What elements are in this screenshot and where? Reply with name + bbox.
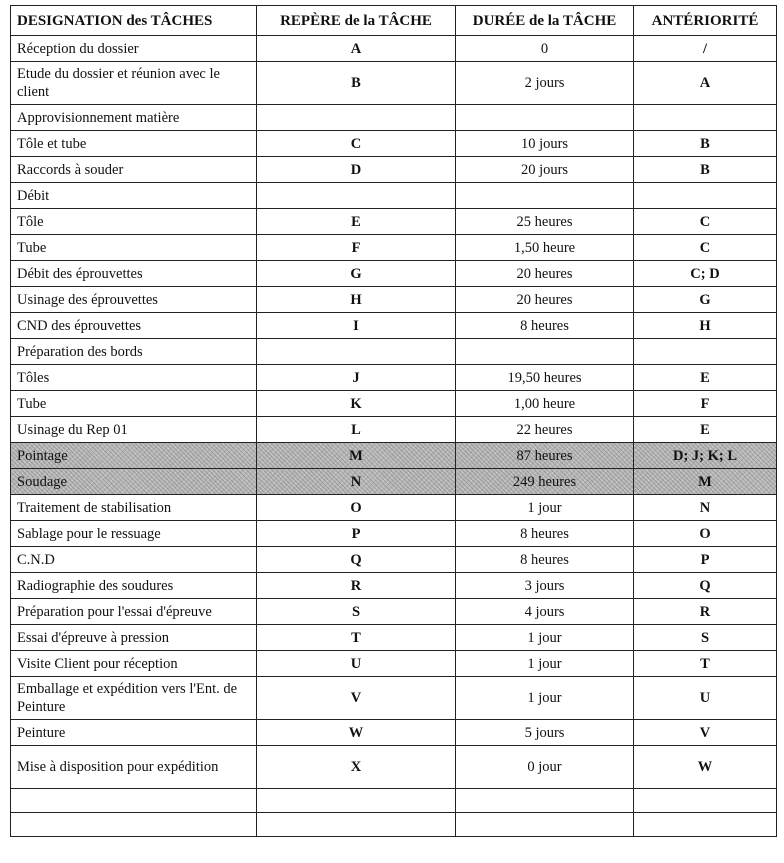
cell-repere xyxy=(257,339,456,365)
cell-duree: 249 heures xyxy=(456,469,634,495)
cell-duree: 2 jours xyxy=(456,62,634,105)
cell-designation xyxy=(11,813,257,837)
table-row xyxy=(11,105,777,131)
cell-repere: R xyxy=(257,573,456,599)
table-row xyxy=(11,789,777,813)
cell-duree: 19,50 heures xyxy=(456,365,634,391)
cell-anteriorite: B xyxy=(634,131,777,157)
table-row xyxy=(11,261,777,287)
cell-repere: M xyxy=(257,443,456,469)
cell-anteriorite xyxy=(634,789,777,813)
cell-designation: Réception du dossier xyxy=(11,36,257,62)
cell-duree: 0 xyxy=(456,36,634,62)
table-row xyxy=(11,469,777,495)
cell-designation: Pointage xyxy=(11,443,257,469)
cell-repere: E xyxy=(257,209,456,235)
cell-designation: Traitement de stabilisation xyxy=(11,495,257,521)
cell-designation: Tôles xyxy=(11,365,257,391)
cell-repere: L xyxy=(257,417,456,443)
cell-duree: 87 heures xyxy=(456,443,634,469)
cell-repere: T xyxy=(257,625,456,651)
cell-anteriorite: B xyxy=(634,157,777,183)
cell-designation: Tôle et tube xyxy=(11,131,257,157)
cell-designation: Peinture xyxy=(11,720,257,746)
table-row xyxy=(11,746,777,789)
cell-designation: Préparation pour l'essai d'épreuve xyxy=(11,599,257,625)
cell-designation: C.N.D xyxy=(11,547,257,573)
cell-designation: Tube xyxy=(11,235,257,261)
cell-designation: Visite Client pour réception xyxy=(11,651,257,677)
cell-anteriorite: V xyxy=(634,720,777,746)
cell-anteriorite: C xyxy=(634,209,777,235)
cell-anteriorite: A xyxy=(634,62,777,105)
cell-duree: 1,00 heure xyxy=(456,391,634,417)
cell-duree: 8 heures xyxy=(456,547,634,573)
table-row xyxy=(11,443,777,469)
cell-designation: Soudage xyxy=(11,469,257,495)
cell-duree: 22 heures xyxy=(456,417,634,443)
cell-duree: 0 jour xyxy=(456,746,634,789)
cell-designation: Raccords à souder xyxy=(11,157,257,183)
cell-designation: Mise à disposition pour expédition xyxy=(11,746,257,789)
cell-repere: F xyxy=(257,235,456,261)
cell-anteriorite xyxy=(634,105,777,131)
cell-duree xyxy=(456,339,634,365)
cell-repere: C xyxy=(257,131,456,157)
cell-repere: J xyxy=(257,365,456,391)
cell-duree: 8 heures xyxy=(456,521,634,547)
cell-duree xyxy=(456,813,634,837)
cell-anteriorite: E xyxy=(634,365,777,391)
table-row xyxy=(11,625,777,651)
cell-repere xyxy=(257,105,456,131)
cell-designation: Tube xyxy=(11,391,257,417)
cell-designation: Radiographie des soudures xyxy=(11,573,257,599)
table-row xyxy=(11,36,777,62)
cell-duree: 20 jours xyxy=(456,157,634,183)
cell-repere: A xyxy=(257,36,456,62)
cell-duree: 10 jours xyxy=(456,131,634,157)
header-anteriorite: ANTÉRIORITÉ xyxy=(634,6,777,36)
cell-anteriorite: Q xyxy=(634,573,777,599)
cell-repere: O xyxy=(257,495,456,521)
cell-designation xyxy=(11,789,257,813)
cell-anteriorite: U xyxy=(634,677,777,720)
cell-duree: 20 heures xyxy=(456,261,634,287)
table-row xyxy=(11,157,777,183)
table-row xyxy=(11,235,777,261)
cell-designation: Débit des éprouvettes xyxy=(11,261,257,287)
cell-repere: H xyxy=(257,287,456,313)
header-repere: REPÈRE de la TÂCHE xyxy=(257,6,456,36)
cell-duree: 1 jour xyxy=(456,495,634,521)
cell-repere: W xyxy=(257,720,456,746)
cell-duree: 5 jours xyxy=(456,720,634,746)
cell-duree: 1 jour xyxy=(456,625,634,651)
cell-duree xyxy=(456,105,634,131)
cell-repere: Q xyxy=(257,547,456,573)
cell-anteriorite xyxy=(634,813,777,837)
cell-designation: CND des éprouvettes xyxy=(11,313,257,339)
cell-anteriorite: M xyxy=(634,469,777,495)
cell-repere: P xyxy=(257,521,456,547)
cell-duree: 1,50 heure xyxy=(456,235,634,261)
table-row xyxy=(11,183,777,209)
cell-anteriorite: G xyxy=(634,287,777,313)
cell-designation: Essai d'épreuve à pression xyxy=(11,625,257,651)
cell-designation: Etude du dossier et réunion avec le client xyxy=(11,62,257,105)
cell-designation: Débit xyxy=(11,183,257,209)
cell-repere: K xyxy=(257,391,456,417)
cell-anteriorite: W xyxy=(634,746,777,789)
cell-repere: G xyxy=(257,261,456,287)
cell-designation: Préparation des bords xyxy=(11,339,257,365)
cell-repere: I xyxy=(257,313,456,339)
cell-duree: 20 heures xyxy=(456,287,634,313)
table-row xyxy=(11,62,777,105)
cell-duree: 4 jours xyxy=(456,599,634,625)
cell-repere: N xyxy=(257,469,456,495)
table-row xyxy=(11,547,777,573)
cell-anteriorite: C; D xyxy=(634,261,777,287)
table-row xyxy=(11,521,777,547)
cell-anteriorite: / xyxy=(634,36,777,62)
cell-duree: 25 heures xyxy=(456,209,634,235)
header-row xyxy=(11,6,777,36)
cell-designation: Approvisionnement matière xyxy=(11,105,257,131)
table-body xyxy=(11,36,777,837)
table-row xyxy=(11,339,777,365)
table-row xyxy=(11,391,777,417)
cell-repere xyxy=(257,183,456,209)
table-row xyxy=(11,287,777,313)
cell-duree: 1 jour xyxy=(456,677,634,720)
tasks-table xyxy=(10,5,777,837)
table-row xyxy=(11,651,777,677)
table-row xyxy=(11,495,777,521)
table-header xyxy=(11,6,777,36)
cell-designation: Sablage pour le ressuage xyxy=(11,521,257,547)
cell-designation: Usinage du Rep 01 xyxy=(11,417,257,443)
cell-repere: B xyxy=(257,62,456,105)
cell-anteriorite xyxy=(634,339,777,365)
cell-anteriorite: F xyxy=(634,391,777,417)
cell-designation: Emballage et expédition vers l'Ent. de Peinture xyxy=(11,677,257,720)
table-row xyxy=(11,417,777,443)
table-row xyxy=(11,365,777,391)
cell-duree: 3 jours xyxy=(456,573,634,599)
cell-anteriorite: R xyxy=(634,599,777,625)
cell-duree: 8 heures xyxy=(456,313,634,339)
cell-repere xyxy=(257,789,456,813)
cell-anteriorite xyxy=(634,183,777,209)
cell-designation: Tôle xyxy=(11,209,257,235)
table-row xyxy=(11,813,777,837)
cell-repere: X xyxy=(257,746,456,789)
cell-repere: S xyxy=(257,599,456,625)
cell-anteriorite: H xyxy=(634,313,777,339)
cell-anteriorite: P xyxy=(634,547,777,573)
cell-duree xyxy=(456,789,634,813)
cell-repere: U xyxy=(257,651,456,677)
table-row xyxy=(11,209,777,235)
table-row xyxy=(11,720,777,746)
cell-anteriorite: C xyxy=(634,235,777,261)
cell-anteriorite: T xyxy=(634,651,777,677)
table-row xyxy=(11,131,777,157)
cell-anteriorite: N xyxy=(634,495,777,521)
cell-anteriorite: D; J; K; L xyxy=(634,443,777,469)
table-row xyxy=(11,313,777,339)
table-row xyxy=(11,677,777,720)
cell-repere: V xyxy=(257,677,456,720)
table-row xyxy=(11,599,777,625)
table-row xyxy=(11,573,777,599)
cell-anteriorite: O xyxy=(634,521,777,547)
header-designation: DESIGNATION des TÂCHES xyxy=(11,6,257,36)
cell-duree xyxy=(456,183,634,209)
cell-anteriorite: E xyxy=(634,417,777,443)
cell-anteriorite: S xyxy=(634,625,777,651)
header-duree: DURÉE de la TÂCHE xyxy=(456,6,634,36)
cell-duree: 1 jour xyxy=(456,651,634,677)
cell-repere xyxy=(257,813,456,837)
cell-repere: D xyxy=(257,157,456,183)
cell-designation: Usinage des éprouvettes xyxy=(11,287,257,313)
